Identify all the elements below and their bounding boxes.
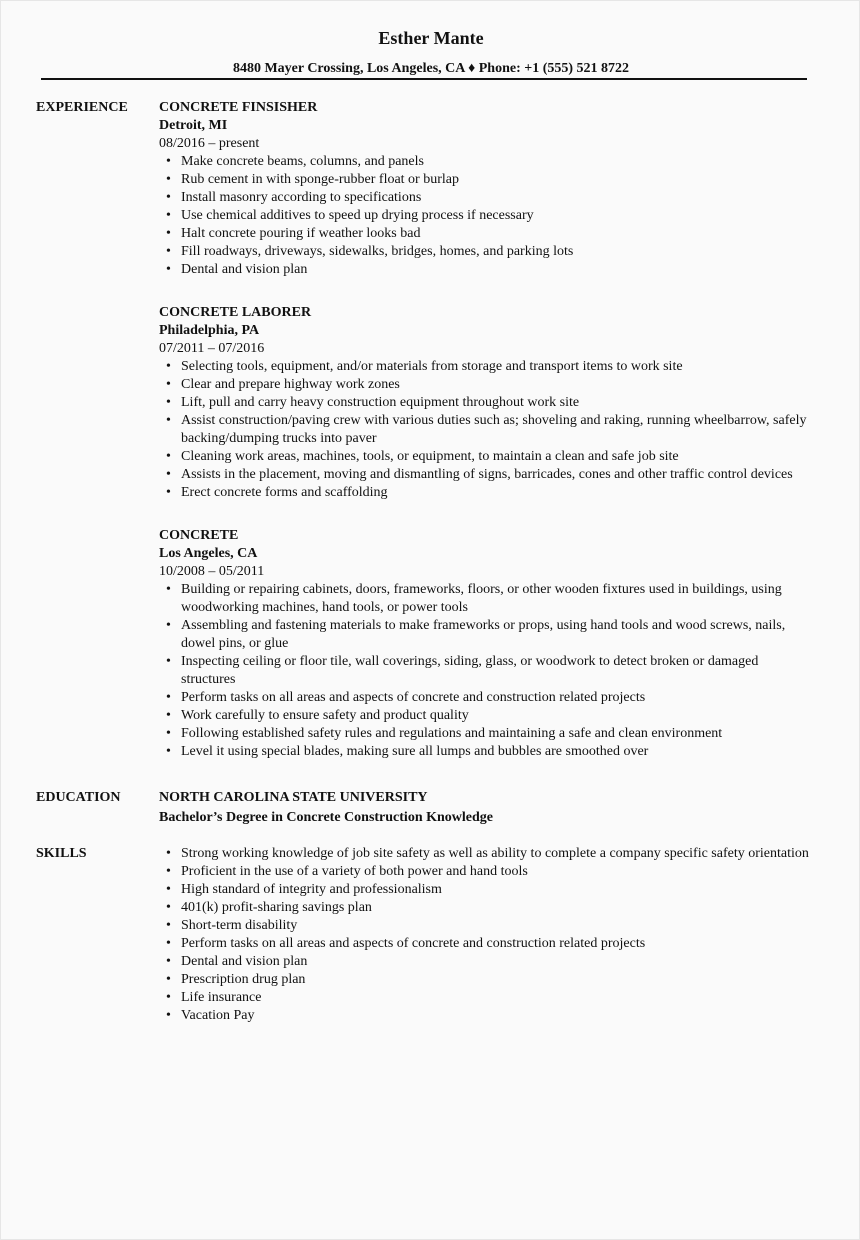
skill-item: • Vacation Pay bbox=[181, 1007, 816, 1025]
bullet-item: • Make concrete beams, columns, and panels bbox=[181, 153, 816, 171]
experience-section bbox=[36, 99, 816, 786]
bullet-item: • Dental and vision plan bbox=[181, 261, 816, 279]
job-entry bbox=[159, 99, 816, 279]
bullet-item: • Following established safety rules and regulations and maintaining a safe and clean environment bbox=[181, 725, 816, 743]
section-label: SKILLS bbox=[36, 846, 87, 861]
skill-item: • Life insurance bbox=[181, 989, 816, 1007]
bullet-item: • Perform tasks on all areas and aspects of concrete and construction related projects bbox=[181, 689, 816, 707]
job-bullets bbox=[159, 358, 816, 502]
skill-item: • High standard of integrity and professionalism bbox=[181, 881, 816, 899]
job-title: CONCRETE LABORER bbox=[159, 305, 312, 320]
job-location: Los Angeles, CA bbox=[159, 546, 258, 561]
bullet-item: • Selecting tools, equipment, and/or materials from storage and transport items to work site bbox=[181, 358, 816, 376]
skill-item: • Perform tasks on all areas and aspects of concrete and construction related projects bbox=[181, 935, 816, 953]
skills-section bbox=[36, 845, 816, 1025]
skills-list bbox=[159, 845, 816, 1025]
bullet-item: • Level it using special blades, making sure all lumps and bubbles are smoothed over bbox=[181, 743, 816, 761]
section-label: EXPERIENCE bbox=[36, 100, 128, 115]
bullet-item: • Cleaning work areas, machines, tools, or equipment, to maintain a clean and safe job site bbox=[181, 448, 816, 466]
bullet-item: • Assembling and fastening materials to make frameworks or props, using hand tools and wood screws, nails, dowel pins, or glue bbox=[181, 617, 816, 653]
resume-name: Esther Mante bbox=[378, 28, 484, 48]
jobs-list bbox=[159, 99, 816, 786]
bullet-item: • Erect concrete forms and scaffolding bbox=[181, 484, 816, 502]
resume-content bbox=[36, 99, 816, 1025]
job-dates: 08/2016 – present bbox=[159, 136, 260, 151]
bullet-item: • Assist construction/paving crew with various duties such as; shoveling and raking, running wheelbarrow, safely backing/dumping trucks into paver bbox=[181, 412, 816, 448]
job-dates: 10/2008 – 05/2011 bbox=[159, 564, 265, 579]
job-entry bbox=[159, 527, 816, 761]
bullet-item: • Use chemical additives to speed up drying process if necessary bbox=[181, 207, 816, 225]
skill-item: • Short-term disability bbox=[181, 917, 816, 935]
bullet-item: • Clear and prepare highway work zones bbox=[181, 376, 816, 394]
section-label: EDUCATION bbox=[36, 790, 121, 805]
job-dates: 07/2011 – 07/2016 bbox=[159, 341, 265, 356]
school-name: NORTH CAROLINA STATE UNIVERSITY bbox=[159, 790, 428, 805]
bullet-item: • Fill roadways, driveways, sidewalks, bridges, homes, and parking lots bbox=[181, 243, 816, 261]
job-entry bbox=[159, 304, 816, 502]
bullet-item: • Halt concrete pouring if weather looks bad bbox=[181, 225, 816, 243]
skill-item: • Proficient in the use of a variety of both power and hand tools bbox=[181, 863, 816, 881]
job-bullets bbox=[159, 581, 816, 761]
job-title: CONCRETE bbox=[159, 528, 239, 543]
skill-item: • Strong working knowledge of job site safety as well as ability to complete a company specific safety orientation bbox=[181, 845, 816, 863]
skill-item: • Dental and vision plan bbox=[181, 953, 816, 971]
bullet-item: • Building or repairing cabinets, doors, frameworks, floors, or other wooden fixtures used in buildings, using woodworking machines, hand tools, or power tools bbox=[181, 581, 816, 617]
education-section bbox=[36, 789, 816, 827]
job-location: Detroit, MI bbox=[159, 118, 228, 133]
job-bullets bbox=[159, 153, 816, 279]
header-divider bbox=[41, 78, 807, 80]
bullet-item: • Work carefully to ensure safety and product quality bbox=[181, 707, 816, 725]
job-location: Philadelphia, PA bbox=[159, 323, 260, 338]
bullet-item: • Assists in the placement, moving and dismantling of signs, barricades, cones and other traffic control devices bbox=[181, 466, 816, 484]
bullet-item: • Inspecting ceiling or floor tile, wall coverings, siding, glass, or woodwork to detect broken or damaged structures bbox=[181, 653, 816, 689]
degree: Bachelor’s Degree in Concrete Construction Knowledge bbox=[159, 810, 493, 825]
job-title: CONCRETE FINSISHER bbox=[159, 100, 318, 115]
skill-item: • Prescription drug plan bbox=[181, 971, 816, 989]
bullet-item: • Install masonry according to specifications bbox=[181, 189, 816, 207]
contact-line: 8480 Mayer Crossing, Los Angeles, CA ♦ Phone: +1 (555) 521 8722 bbox=[232, 61, 630, 76]
bullet-item: • Rub cement in with sponge-rubber float or burlap bbox=[181, 171, 816, 189]
skill-item: • 401(k) profit-sharing savings plan bbox=[181, 899, 816, 917]
bullet-item: • Lift, pull and carry heavy construction equipment throughout work site bbox=[181, 394, 816, 412]
